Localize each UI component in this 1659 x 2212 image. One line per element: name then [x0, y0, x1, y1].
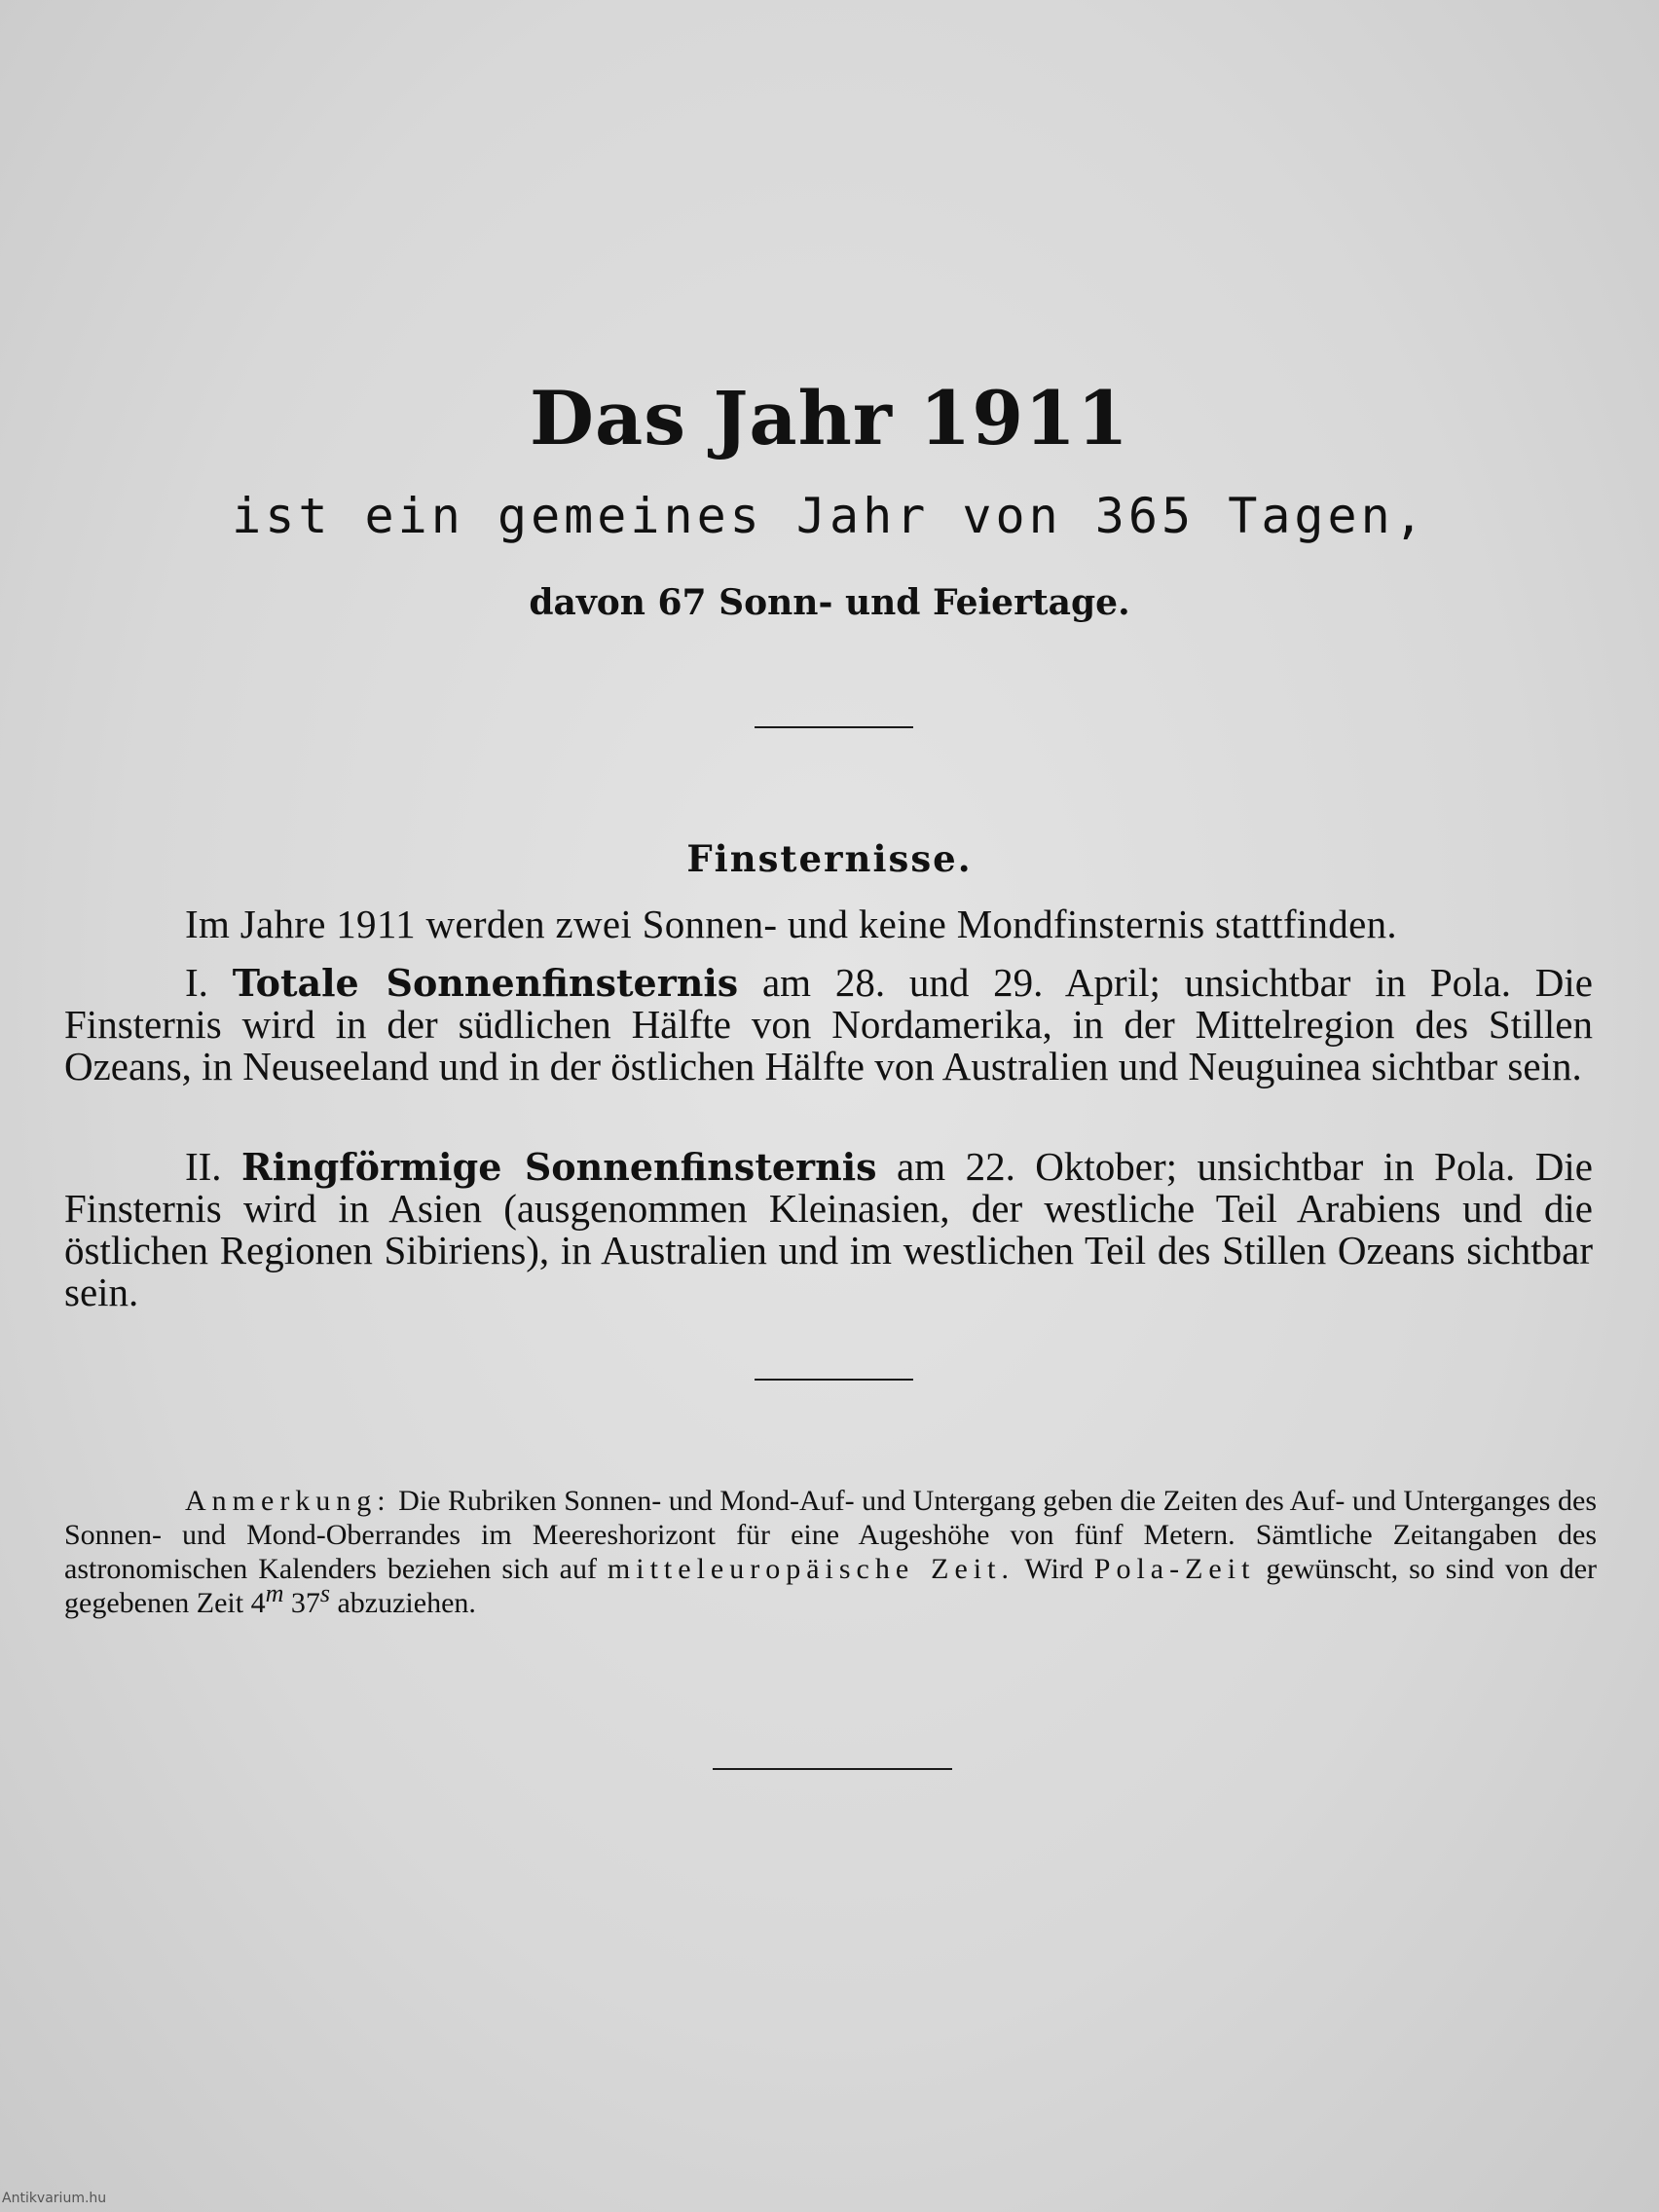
- divider-rule: [713, 1768, 952, 1770]
- eclipse-1-number: I.: [185, 960, 208, 1005]
- seconds-superscript: s: [319, 1579, 330, 1607]
- section-heading: Finsternisse.: [686, 837, 973, 880]
- page-title: Das Jahr 1911: [530, 375, 1129, 461]
- eclipse-2-text: am 22. Oktober; unsichtbar in Pola. Die Finsternis wird in Asien (ausgenommen Kleinasien, der westliche Teil Arabiens und die östlichen Regionen Sibiriens), in Australien und im westlichen Teil des Stillen Ozeans sichtbar sein.: [64, 1144, 1593, 1314]
- watermark: Antikvarium.hu: [2, 2191, 107, 2206]
- note-label: Anmerkung:: [185, 1485, 391, 1517]
- note-text: 37: [283, 1587, 320, 1619]
- note-emphasis: mitteleuropäische Zeit.: [607, 1553, 1014, 1585]
- note-text: abzuziehen.: [329, 1587, 476, 1619]
- note-text: Die Rubriken Sonnen- und Mond-Auf- und Untergang geben die Zeiten des Auf- und Unterganges des Sonnen- und Mond-Oberrandes im Meereshorizont für eine Augeshöhe von fünf Metern. Sämtliche Zeitangaben des astronomischen Kalenders beziehen sich auf: [64, 1485, 1597, 1585]
- eclipse-1-name: Totale Sonnenfinsternis: [232, 961, 739, 1005]
- note-text: gewünscht, so sind von der gegebenen Zeit 4: [64, 1553, 1598, 1619]
- divider-rule: [755, 726, 913, 728]
- eclipse-paragraph-1: [64, 962, 1593, 1088]
- page-subtitle: ist ein gemeines Jahr von 365 Tagen,: [232, 488, 1427, 544]
- note-emphasis: Pola-Zeit: [1093, 1553, 1256, 1585]
- eclipse-2-number: II.: [185, 1144, 222, 1189]
- holidays-line: davon 67 Sonn- und Feiertage.: [529, 582, 1130, 623]
- note-paragraph: [64, 1484, 1597, 1620]
- note-text: Wird: [1014, 1553, 1094, 1585]
- eclipse-paragraph-2: [64, 1146, 1593, 1313]
- eclipse-1-text: am 28. und 29. April; unsichtbar in Pola. Die Finsternis wird in der südlichen Hälfte von Nordamerika, in der Mittelregion des Stillen Ozeans, in Neuseeland und in der östlichen Hälfte von Australien und Neuguinea sichtbar sein.: [64, 960, 1594, 1088]
- divider-rule: [755, 1379, 913, 1381]
- intro-paragraph: Im Jahre 1911 werden zwei Sonnen- und keine Mondfinsternis stattfinden.: [185, 902, 1397, 946]
- minutes-superscript: m: [265, 1579, 284, 1607]
- eclipse-2-name: Ringförmige Sonnenfinsternis: [241, 1145, 877, 1189]
